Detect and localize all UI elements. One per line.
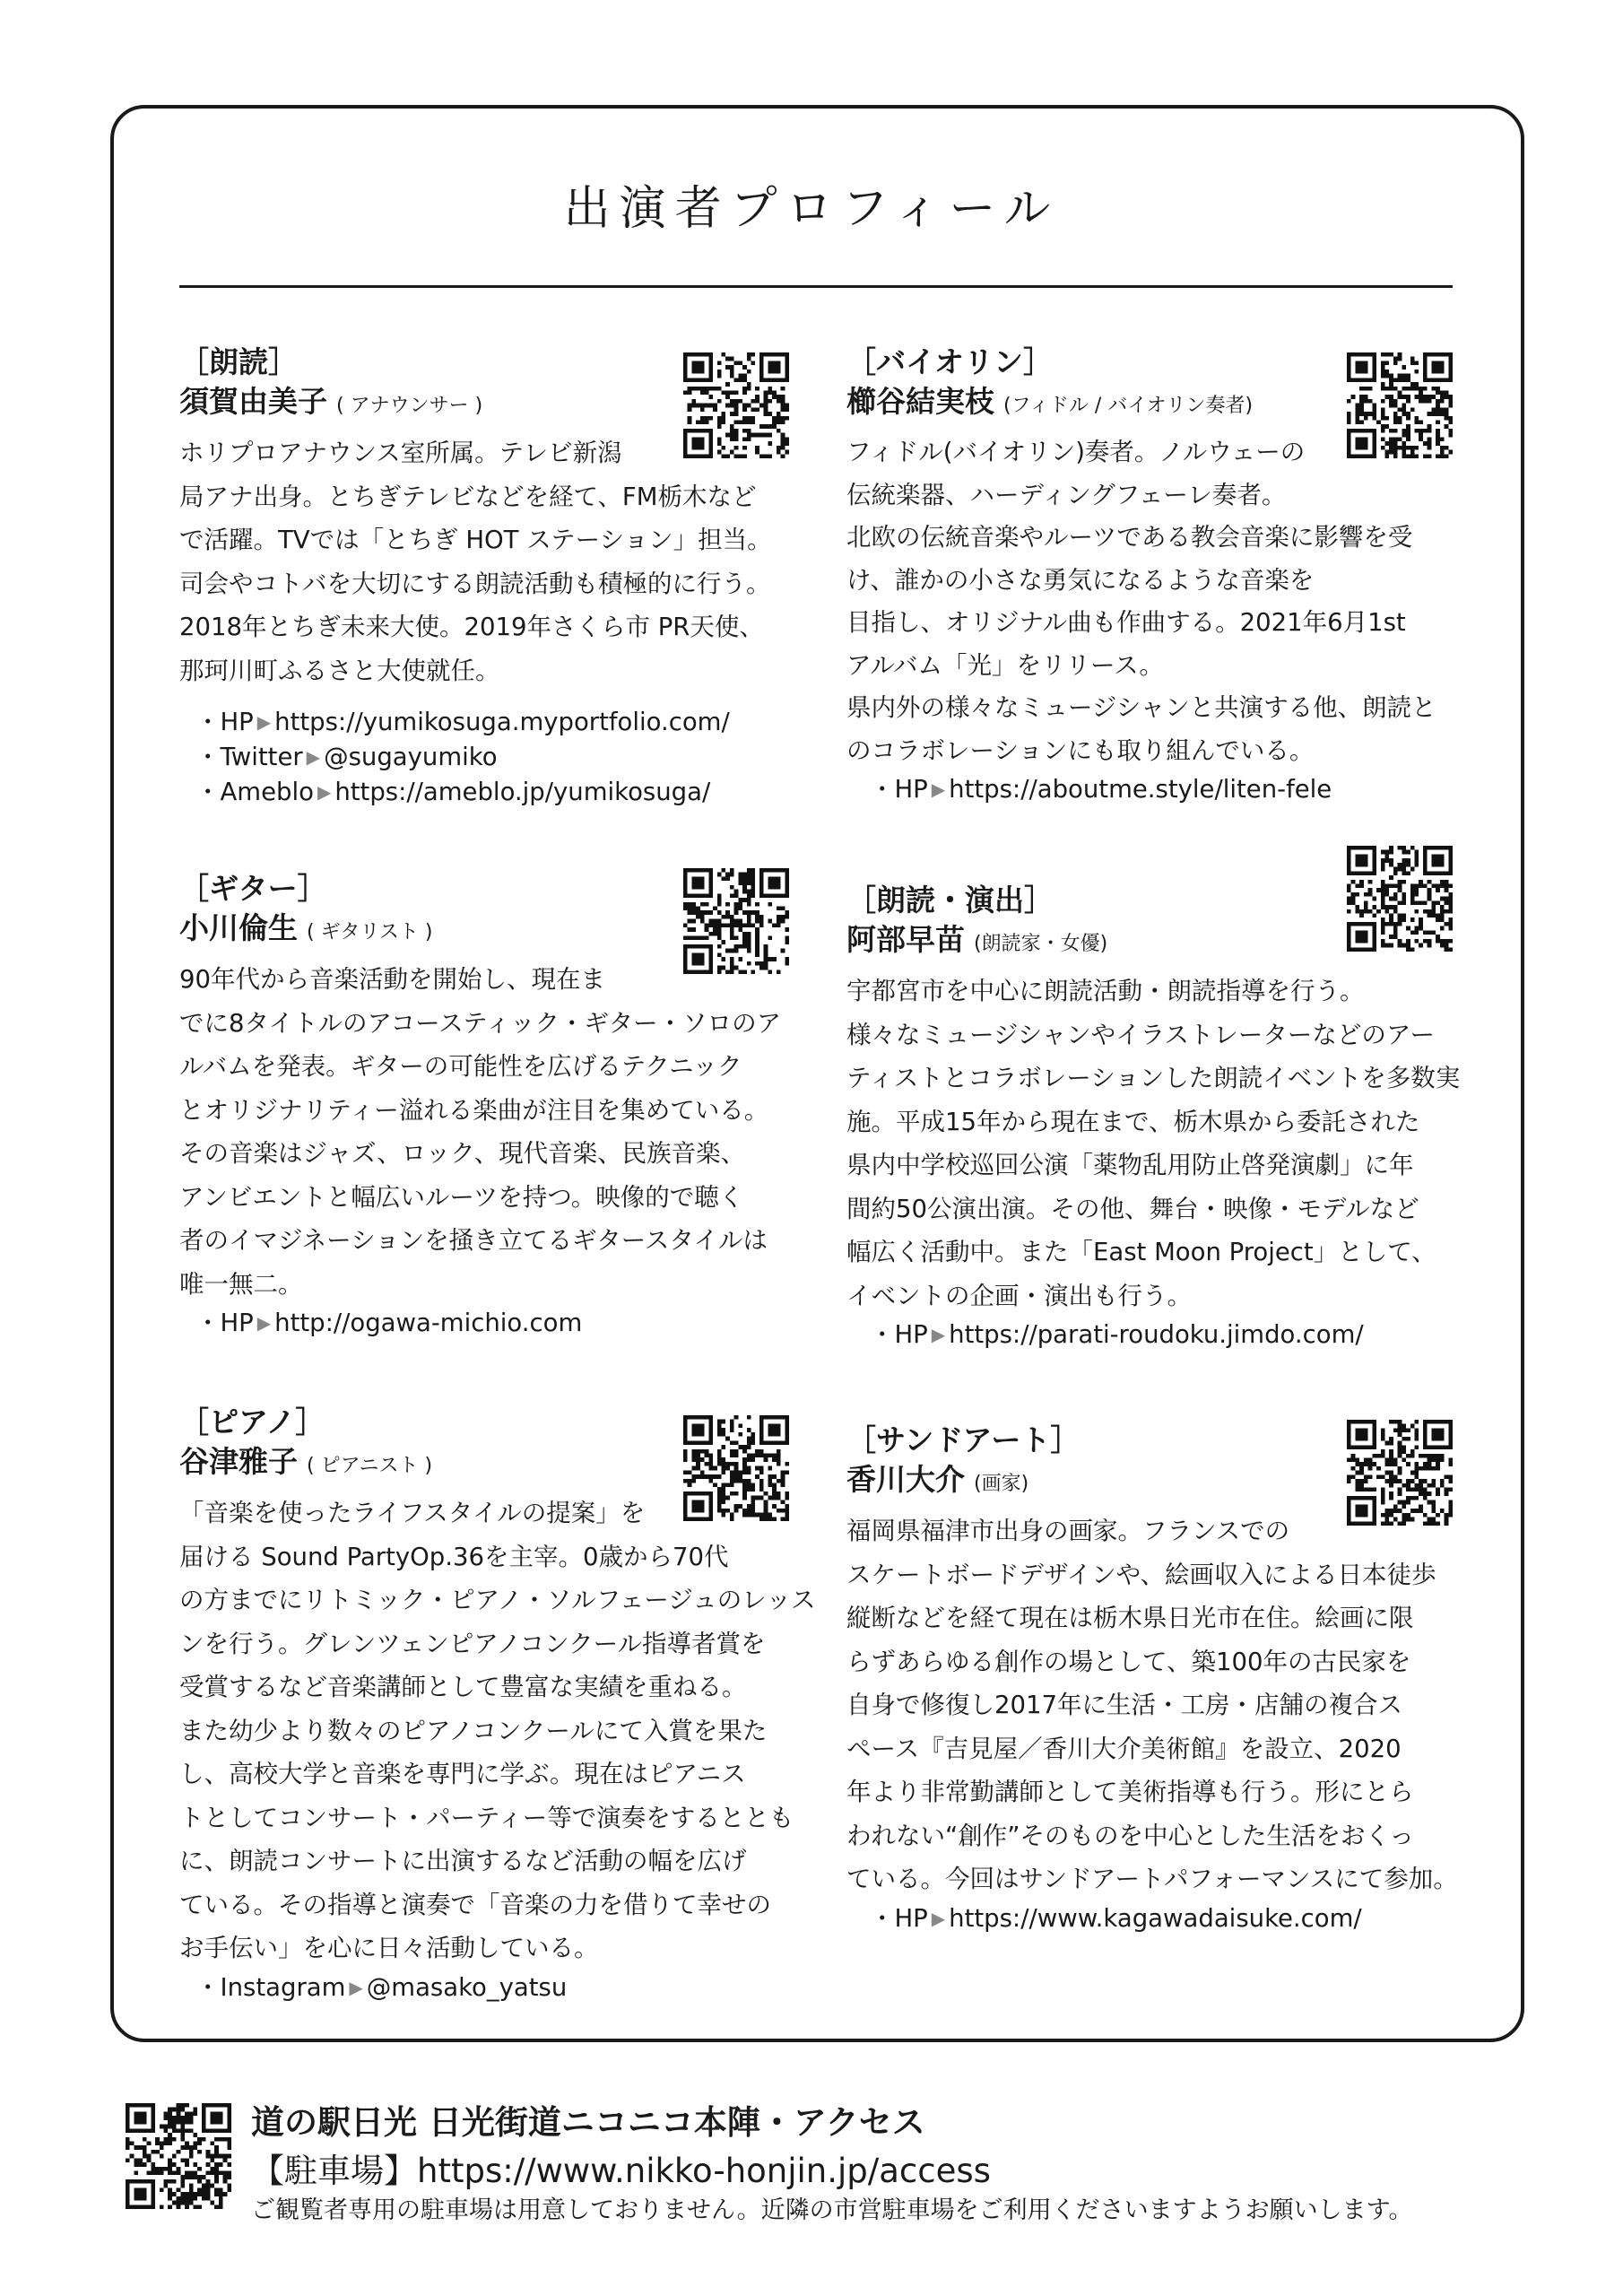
title-divider bbox=[179, 285, 1453, 288]
link-label: ・Instagram bbox=[195, 1972, 346, 2002]
category-label: ［朗読］ bbox=[179, 344, 298, 379]
bio-line: 北欧の伝統音楽やルーツである教会音楽に影響を受 bbox=[846, 523, 1413, 552]
link-url[interactable]: https://parati-roudoku.jimdo.com/ bbox=[949, 1320, 1364, 1349]
qr-code-icon[interactable] bbox=[1347, 846, 1453, 952]
play-triangle-icon: ▶ bbox=[931, 1324, 946, 1345]
performer-role: ( ピアニスト ) bbox=[307, 1455, 433, 1477]
bio-line: 司会やコトバを大切にする朗読活動も積極的に行う。 bbox=[179, 569, 771, 598]
performer-name: 香川大介 bbox=[846, 1462, 965, 1497]
bio-line: で活躍。TVでは「とちぎ HOT ステーション」担当。 bbox=[179, 526, 772, 554]
performer-name: 阿部早苗 bbox=[846, 922, 965, 957]
bio-line: ペース『吉見屋／香川大介美術館』を設立、2020 bbox=[846, 1734, 1402, 1763]
parking-note: ご観覧者専用の駐車場は用意しておりません。近隣の市営駐車場をご利用くださいますようお願いします。 bbox=[251, 2196, 1413, 2224]
bio-line: アンビエントと幅広いルーツを持つ。映像的で聴く bbox=[179, 1182, 744, 1212]
link-url[interactable]: https://www.kagawadaisuke.com/ bbox=[949, 1903, 1362, 1933]
play-triangle-icon: ▶ bbox=[931, 1907, 946, 1929]
bio-line: 自身で修復し2017年に生活・工房・店舗の複合ス bbox=[846, 1691, 1402, 1719]
link-row[interactable] bbox=[870, 1901, 1474, 1936]
bio-line: 局アナ出身。とちぎテレビなどを経て、FM栃木など bbox=[179, 482, 757, 511]
performer-role: ( ギタリスト ) bbox=[307, 921, 433, 944]
bio-line: し、高校大学と音楽を専門に学ぶ。現在はピアニス bbox=[179, 1760, 746, 1788]
bio-line: のコラボレーションにも取り組んでいる。 bbox=[846, 735, 1315, 765]
bio-line: でに8タイトルのアコースティック・ギター・ソロのア bbox=[179, 1008, 782, 1038]
parking-url[interactable]: 【駐車場】https://www.nikko-honjin.jp/access bbox=[251, 2152, 991, 2190]
bio-line: 目指し、オリジナル曲も作曲する。2021年6月1st bbox=[846, 608, 1406, 637]
bio-line: その音楽はジャズ、ロック、現代音楽、民族音楽、 bbox=[179, 1139, 746, 1168]
play-triangle-icon: ▶ bbox=[349, 1976, 363, 1998]
bio-line: 年より非常勤講師として美術指導も行う。形にとら bbox=[846, 1778, 1414, 1806]
play-triangle-icon: ▶ bbox=[256, 1312, 272, 1334]
bio-line: 届ける Sound PartyOp.36を主宰。0歳から70代 bbox=[179, 1542, 729, 1571]
bio-line: ホリプロアナウンス室所属。テレビ新潟 bbox=[179, 439, 622, 467]
bio-line: 者のイマジネーションを掻き立てるギタースタイルは bbox=[179, 1226, 768, 1255]
bio-line: らずあらゆる創作の場として、築100年の古民家を bbox=[846, 1647, 1411, 1676]
bio-line: 福岡県福津市出身の画家。フランスでの bbox=[846, 1517, 1290, 1545]
link-label: ・Ameblo bbox=[195, 778, 314, 806]
performer-links bbox=[179, 705, 807, 810]
link-url[interactable]: https://yumikosuga.myportfolio.com/ bbox=[274, 708, 730, 736]
link-url[interactable]: http://ogawa-michio.com bbox=[274, 1309, 583, 1337]
bio-line: 那珂川町ふるさと大使就任。 bbox=[179, 656, 500, 685]
performer-links bbox=[846, 772, 1474, 807]
bio-line: 様々なミュージシャンやイラストレーターなどのアー bbox=[846, 1020, 1436, 1049]
bio-line: ティストとコラボレーションした朗読イベントを多数実 bbox=[846, 1064, 1461, 1092]
access-title: 道の駅日光 日光街道ニコニコ本陣・アクセス bbox=[251, 2103, 925, 2142]
performer-role: ( アナウンサー ) bbox=[336, 395, 483, 417]
category-label: ［ギター］ bbox=[179, 871, 327, 906]
qr-code-icon[interactable] bbox=[126, 2103, 231, 2209]
link-label: ・HP bbox=[870, 1320, 928, 1349]
link-url[interactable]: @masako_yatsu bbox=[366, 1972, 568, 2002]
link-row[interactable] bbox=[870, 1318, 1474, 1352]
category-label: ［朗読・演出］ bbox=[846, 883, 1054, 918]
page-title: 出演者プロフィール bbox=[563, 182, 1060, 236]
bio-line: 受賞するなど音楽講師として豊富な実績を重ねる。 bbox=[179, 1673, 747, 1701]
bio-line: スケートボードデザインや、絵画収入による日本徒歩 bbox=[846, 1560, 1436, 1589]
bio-line: 施。平成15年から現在まで、栃木県から委託された bbox=[846, 1107, 1420, 1136]
bio-line: ている。今回はサンドアートパフォーマンスにて参加。 bbox=[846, 1865, 1458, 1893]
bio-line: 幅広く活動中。また「East Moon Project」として、 bbox=[846, 1238, 1436, 1266]
performer-bio bbox=[846, 431, 1474, 772]
qr-code-icon[interactable] bbox=[683, 868, 789, 974]
play-triangle-icon: ▶ bbox=[256, 711, 272, 733]
performer-bio bbox=[179, 431, 807, 692]
link-row[interactable] bbox=[195, 705, 807, 740]
performer-name: 須賀由美子 bbox=[179, 384, 327, 419]
performer-links bbox=[846, 1901, 1474, 1936]
bio-line: け、誰かの小さな勇気になるような音楽を bbox=[846, 565, 1315, 595]
bio-line: 伝統楽器、ハーディングフェーレ奏者。 bbox=[846, 480, 1287, 509]
link-label: ・Twitter bbox=[195, 743, 303, 771]
link-row[interactable] bbox=[195, 1306, 807, 1341]
category-label: ［サンドアート］ bbox=[846, 1422, 1081, 1457]
bio-line: ルバムを発表。ギターの可能性を広げるテクニック bbox=[179, 1052, 742, 1081]
play-triangle-icon: ▶ bbox=[306, 746, 321, 768]
link-label: ・HP bbox=[195, 1309, 254, 1337]
link-url[interactable]: https://ameblo.jp/yumikosuga/ bbox=[334, 778, 711, 806]
performer-links bbox=[179, 1970, 807, 2005]
qr-code-icon[interactable] bbox=[1347, 352, 1453, 458]
bio-line: トとしてコンサート・パーティー等で演奏をするととも bbox=[179, 1803, 794, 1832]
performer-name: 櫛谷結実枝 bbox=[846, 384, 994, 419]
qr-code-icon[interactable] bbox=[683, 352, 789, 458]
link-row[interactable] bbox=[195, 775, 807, 810]
link-row[interactable] bbox=[870, 772, 1474, 807]
bio-line: 2018年とちぎ未来大使。2019年さくら市 PR天使、 bbox=[179, 613, 764, 641]
category-label: ［ピアノ］ bbox=[179, 1405, 325, 1439]
performer-bio bbox=[846, 1509, 1474, 1901]
bio-line: われない“創作”そのものを中心とした生活をおくっ bbox=[846, 1821, 1414, 1850]
performer-bio bbox=[846, 970, 1474, 1318]
link-row[interactable] bbox=[195, 740, 807, 775]
bio-line: フィドル(バイオリン)奏者。ノルウェーの bbox=[846, 438, 1306, 466]
bio-line: とオリジナリティー溢れる楽曲が注目を集めている。 bbox=[179, 1095, 769, 1125]
performer-bio bbox=[179, 1492, 816, 1970]
bio-line: 「音楽を使ったライフスタイルの提案」を bbox=[179, 1499, 646, 1527]
performer-links bbox=[846, 1318, 1474, 1352]
performer-name: 谷津雅子 bbox=[179, 1444, 298, 1479]
bio-line: 間約50公演出演。その他、舞台・映像・モデルなど bbox=[846, 1194, 1419, 1223]
bio-line: に、朗読コンサートに出演するなど活動の幅を広げ bbox=[179, 1847, 747, 1875]
qr-code-icon[interactable] bbox=[683, 1415, 789, 1521]
play-triangle-icon: ▶ bbox=[317, 781, 332, 803]
bio-line: お手伝い」を心に日々活動している。 bbox=[179, 1934, 599, 1962]
bio-line: 縦断などを経て現在は栃木県日光市在住。絵画に限 bbox=[846, 1604, 1414, 1632]
bio-line: 県内外の様々なミュージシャンと共演する他、朗読と bbox=[846, 693, 1436, 722]
performer-role: (画家) bbox=[974, 1473, 1029, 1495]
bio-line: の方までにリトミック・ピアノ・ソルフェージュのレッス bbox=[179, 1586, 816, 1614]
link-label: ・HP bbox=[195, 708, 254, 736]
performer-role: (朗読家・女優) bbox=[974, 933, 1108, 955]
bio-line: また幼少より数々のピアノコンクールにて入賞を果た bbox=[179, 1716, 768, 1745]
bio-line: ンを行う。グレンツェンピアノコンクール指導者賞を bbox=[179, 1629, 766, 1658]
performer-section bbox=[846, 882, 1474, 1352]
performer-links bbox=[179, 1306, 807, 1341]
category-label: ［バイオリン］ bbox=[846, 344, 1054, 379]
bio-line: アルバム「光」をリリース。 bbox=[846, 650, 1164, 680]
qr-code-icon[interactable] bbox=[1347, 1420, 1453, 1526]
bio-line: ている。その指導と演奏で「音楽の力を借りて幸せの bbox=[179, 1890, 771, 1919]
link-url[interactable]: https://aboutme.style/liten-fele bbox=[949, 775, 1332, 804]
play-triangle-icon: ▶ bbox=[931, 778, 946, 800]
link-label: ・HP bbox=[870, 775, 928, 804]
bio-line: 90年代から音楽活動を開始し、現在ま bbox=[179, 965, 605, 994]
performer-role: (フィドル / バイオリン奏者) bbox=[1003, 395, 1254, 417]
performer-name: 小川倫生 bbox=[179, 910, 298, 945]
link-label: ・HP bbox=[870, 1903, 928, 1933]
performer-bio bbox=[179, 958, 807, 1306]
link-row[interactable] bbox=[195, 1970, 807, 2005]
link-url[interactable]: @sugayumiko bbox=[324, 743, 498, 771]
bio-line: 唯一無二。 bbox=[179, 1269, 303, 1299]
bio-line: イベントの企画・演出も行う。 bbox=[846, 1281, 1192, 1310]
bio-line: 県内中学校巡回公演「薬物乱用防止啓発演劇」に年 bbox=[846, 1151, 1414, 1179]
bio-line: 宇都宮市を中心に朗読活動・朗読指導を行う。 bbox=[846, 977, 1365, 1005]
